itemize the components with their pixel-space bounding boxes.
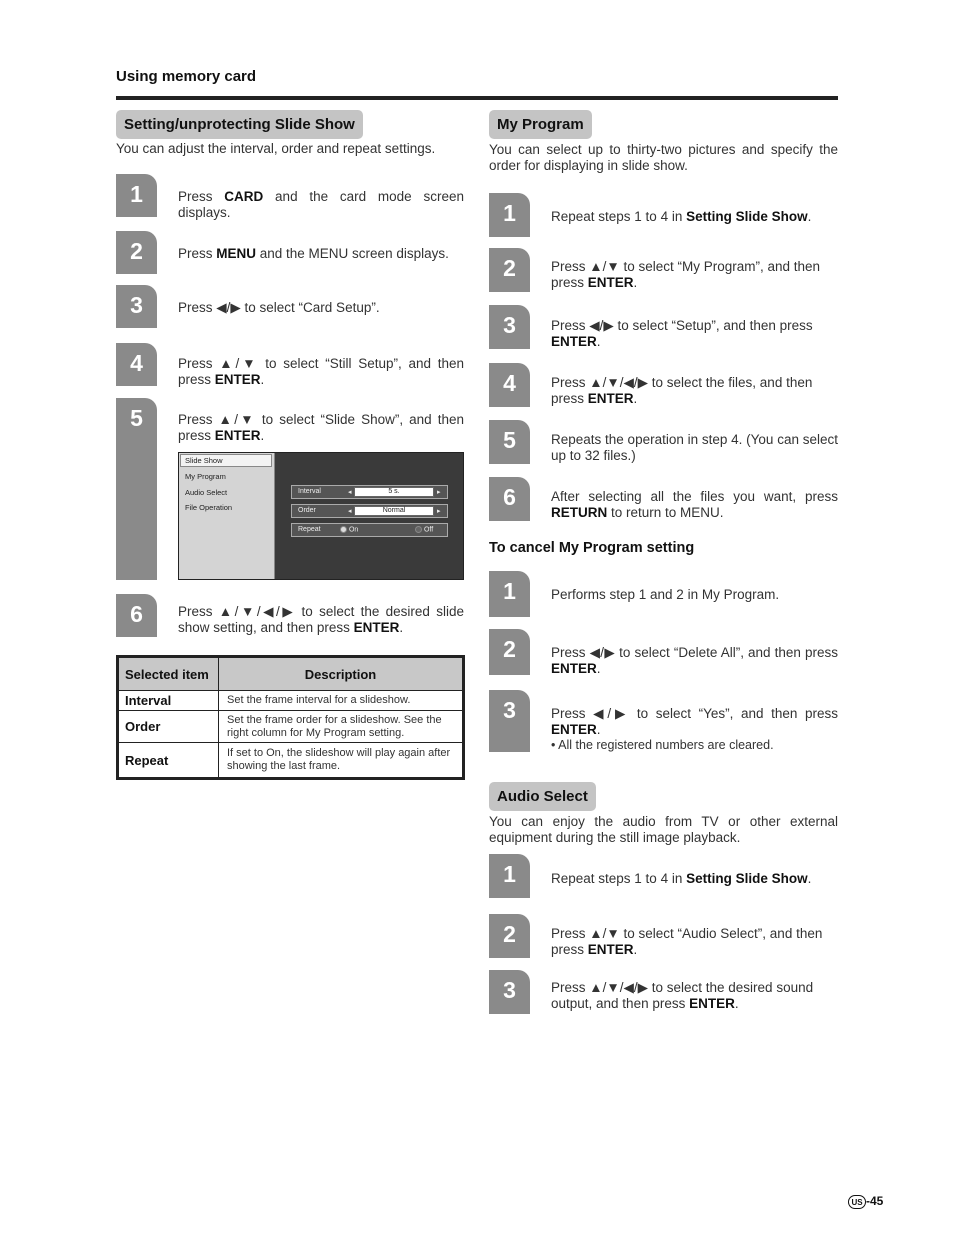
page-number-text: -45 <box>866 1194 884 1208</box>
section-title-slide-show: Setting/unprotecting Slide Show <box>116 110 363 139</box>
slide-show-screen <box>178 452 464 580</box>
page-header: Using memory card <box>116 68 257 85</box>
step-number: 3 <box>489 305 530 349</box>
cancel-subheading: To cancel My Program setting <box>489 540 695 556</box>
slide-show-intro: You can adjust the interval, order and repeat settings. <box>116 141 436 156</box>
step-number: 2 <box>489 914 530 958</box>
step-text: Press ▲/▼ to select “Still Setup”, and then press ENTER. <box>178 356 464 387</box>
step-number: 3 <box>489 970 530 1014</box>
osd-repeat-row <box>291 523 448 537</box>
osd-menu <box>179 453 275 579</box>
osd-repeat-label: Repeat <box>298 526 321 533</box>
step-text: Repeat steps 1 to 4 in Setting Slide Show. <box>551 871 812 886</box>
osd-interval-value: 5 s. <box>354 487 434 497</box>
osd-order-label: Order <box>298 507 316 514</box>
left-arrow-icon: ◂ <box>348 489 352 496</box>
table-cell-description: Set the frame order for a slideshow. See the right column for My Program setting. <box>219 711 464 743</box>
osd-interval-label: Interval <box>298 488 321 495</box>
region-badge: US <box>848 1195 866 1209</box>
table-header-item: Selected item <box>118 657 219 691</box>
step-number: 6 <box>116 594 157 637</box>
step-text: Repeats the operation in step 4. (You can select up to 32 files.) <box>551 432 838 463</box>
step-number: 4 <box>116 343 157 386</box>
header-rule <box>116 96 838 100</box>
step-number: 1 <box>489 854 530 898</box>
step-text: Press ◀/▶ to select “Yes”, and then press ENTER. <box>551 706 838 737</box>
osd-order-row <box>291 504 448 518</box>
step-text: Press ◀/▶ to select “Setup”, and then press ENTER. <box>551 318 813 349</box>
osd-menu-item: Audio Select <box>185 488 228 497</box>
section-title-audio-select: Audio Select <box>489 782 596 811</box>
step-number: 3 <box>489 690 530 752</box>
step-text: Press ▲/▼/◀/▶ to select the desired sound output, and then press ENTER. <box>551 980 814 1011</box>
table-cell-item: Order <box>118 711 219 743</box>
osd-order-value: Normal <box>354 506 434 516</box>
audio-select-intro: You can enjoy the audio from TV or other external equipment during the still image playback. <box>489 814 838 845</box>
table-row <box>118 711 464 743</box>
radio-selected-icon <box>415 526 422 533</box>
step-text: Press ◀/▶ to select “Delete All”, and then press ENTER. <box>551 645 838 676</box>
table-row <box>118 691 464 711</box>
step-text: Press ▲/▼ to select “Slide Show”, and then press ENTER. <box>178 412 464 443</box>
table-cell-item: Interval <box>118 691 219 711</box>
step-number: 1 <box>116 174 157 217</box>
step-number: 2 <box>489 248 530 292</box>
step-text: Press ▲/▼ to select “Audio Select”, and then press ENTER. <box>551 926 823 957</box>
step-text: Press ▲/▼ to select “My Program”, and then press ENTER. <box>551 259 821 290</box>
step-text: Press CARD and the card mode screen displays. <box>178 189 464 220</box>
step-text: Press ▲/▼/◀/▶ to select the desired slide show setting, and then press ENTER. <box>178 604 464 635</box>
step-number: 2 <box>489 629 530 675</box>
osd-interval-row <box>291 485 448 499</box>
step-text: Press ◀/▶ to select “Card Setup”. <box>178 300 380 315</box>
step-number: 6 <box>489 477 530 521</box>
step-number: 5 <box>489 420 530 464</box>
step-number: 5 <box>116 398 157 580</box>
osd-menu-item: My Program <box>185 472 226 481</box>
osd-repeat-on <box>340 526 358 533</box>
table-row <box>118 743 464 779</box>
table-header-row <box>118 657 464 691</box>
step-text: Performs step 1 and 2 in My Program. <box>551 587 780 602</box>
table-cell-description: Set the frame interval for a slideshow. <box>219 691 464 711</box>
osd-repeat-off-label: Off <box>423 526 434 534</box>
cancel-note: • All the registered numbers are cleared. <box>551 738 774 752</box>
section-title-my-program: My Program <box>489 110 592 139</box>
osd-repeat-on-label: On <box>348 526 359 534</box>
right-arrow-icon: ▸ <box>437 508 441 515</box>
osd-menu-item: Slide Show <box>185 456 223 465</box>
table-cell-item: Repeat <box>118 743 219 779</box>
step-number: 3 <box>116 285 157 328</box>
radio-icon <box>340 526 347 533</box>
step-text: Press ▲/▼/◀/▶ to select the files, and then press ENTER. <box>551 375 813 406</box>
step-text: After selecting all the files you want, press RETURN to return to MENU. <box>551 489 838 520</box>
settings-table <box>116 655 465 780</box>
step-number: 2 <box>116 231 157 274</box>
step-number: 1 <box>489 193 530 237</box>
right-arrow-icon: ▸ <box>437 489 441 496</box>
page-number <box>848 1194 883 1209</box>
step-text: Repeat steps 1 to 4 in Setting Slide Show. <box>551 209 812 224</box>
my-program-intro: You can select up to thirty-two pictures and specify the order for displaying in slide show. <box>489 142 838 173</box>
step-text: Press MENU and the MENU screen displays. <box>178 246 449 261</box>
step-number: 4 <box>489 363 530 407</box>
osd-repeat-off <box>415 526 433 533</box>
left-arrow-icon: ◂ <box>348 508 352 515</box>
table-header-description: Description <box>219 657 464 691</box>
step-number: 1 <box>489 571 530 617</box>
table-cell-description: If set to On, the slideshow will play again after showing the last frame. <box>219 743 464 779</box>
osd-menu-item: File Operation <box>185 503 233 512</box>
